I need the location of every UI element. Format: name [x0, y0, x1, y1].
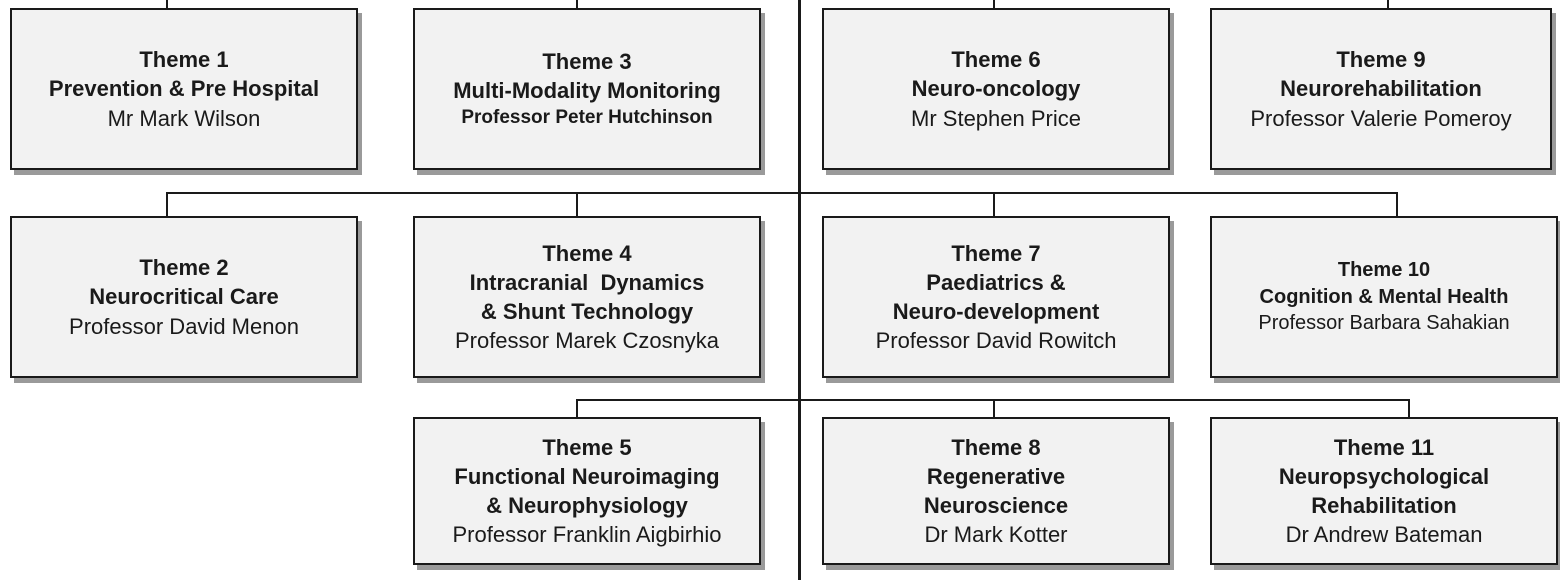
theme-3-box [413, 8, 761, 170]
theme-3-lead: Professor Peter Hutchinson [461, 107, 713, 129]
theme-4-title-line-2: & Shunt Technology [480, 299, 694, 324]
connector-top-right-2 [1387, 0, 1389, 8]
theme-1-title: Prevention & Pre Hospital [48, 76, 320, 102]
theme-6-number: Theme 6 [951, 47, 1041, 73]
theme-1-number: Theme 1 [139, 47, 229, 73]
row2-drop-theme7 [993, 192, 995, 216]
theme-2-box [10, 216, 358, 378]
theme-8-number: Theme 8 [951, 434, 1041, 460]
theme-4-number: Theme 4 [542, 240, 632, 266]
theme-8-lead: Dr Mark Kotter [924, 522, 1068, 548]
theme-1-box [10, 8, 358, 170]
theme-11-lead: Dr Andrew Bateman [1285, 522, 1483, 548]
row2-drop-theme2 [166, 192, 168, 216]
theme-5-box [413, 417, 761, 565]
theme-11-box [1210, 417, 1558, 565]
theme-6-title: Neuro-oncology [911, 76, 1081, 102]
theme-10-box [1210, 216, 1558, 378]
theme-11-title-line-1: Neuropsychological [1278, 463, 1490, 489]
theme-7-number: Theme 7 [951, 240, 1041, 266]
theme-6-box [822, 8, 1170, 170]
row2-horizontal-connector [166, 192, 1398, 194]
theme-9-title: Neurorehabilitation [1280, 76, 1482, 102]
theme-6-lead: Mr Stephen Price [911, 105, 1081, 131]
theme-10-lead: Professor Barbara Sahakian [1258, 312, 1510, 335]
theme-2-lead: Professor David Menon [69, 313, 299, 339]
theme-5-number: Theme 5 [542, 434, 632, 460]
theme-7-title-line-1: Paediatrics & [926, 269, 1066, 295]
theme-9-lead: Professor Valerie Pomeroy [1250, 105, 1512, 131]
theme-3-number: Theme 3 [542, 49, 632, 75]
connector-top-right-1 [993, 0, 995, 8]
row2-drop-theme4 [576, 192, 578, 216]
theme-7-title-line-2: Neuro-development [892, 299, 1100, 324]
row3-drop-theme11 [1408, 399, 1410, 417]
row3-drop-theme5 [576, 399, 578, 417]
theme-5-lead: Professor Franklin Aigbirhio [452, 522, 722, 548]
theme-9-box [1210, 8, 1552, 170]
theme-11-number: Theme 11 [1333, 434, 1435, 460]
theme-2-number: Theme 2 [139, 255, 229, 281]
theme-9-number: Theme 9 [1336, 47, 1426, 73]
theme-10-title: Cognition & Mental Health [1259, 285, 1509, 308]
theme-4-lead: Professor Marek Czosnyka [454, 328, 720, 354]
theme-8-title-line-1: Regenerative [926, 463, 1066, 489]
theme-3-title: Multi-Modality Monitoring [453, 78, 721, 104]
theme-1-lead: Mr Mark Wilson [107, 105, 261, 131]
connector-top-left-1 [166, 0, 168, 8]
theme-4-box [413, 216, 761, 378]
theme-8-box [822, 417, 1170, 565]
theme-10-number: Theme 10 [1337, 259, 1431, 282]
theme-7-lead: Professor David Rowitch [875, 328, 1117, 354]
theme-4-title-line-1: Intracranial Dynamics [469, 269, 705, 295]
theme-5-title-line-2: & Neurophysiology [486, 493, 688, 518]
theme-5-title-line-1: Functional Neuroimaging [454, 463, 720, 489]
theme-8-title-line-2: Neuroscience [923, 493, 1069, 518]
connector-top-left-2 [576, 0, 578, 8]
row3-drop-theme8 [993, 399, 995, 417]
row2-drop-theme10 [1396, 192, 1398, 216]
theme-11-title-line-2: Rehabilitation [1311, 493, 1457, 518]
theme-7-box [822, 216, 1170, 378]
central-vertical-line [798, 0, 801, 580]
theme-2-title: Neurocritical Care [89, 284, 279, 310]
